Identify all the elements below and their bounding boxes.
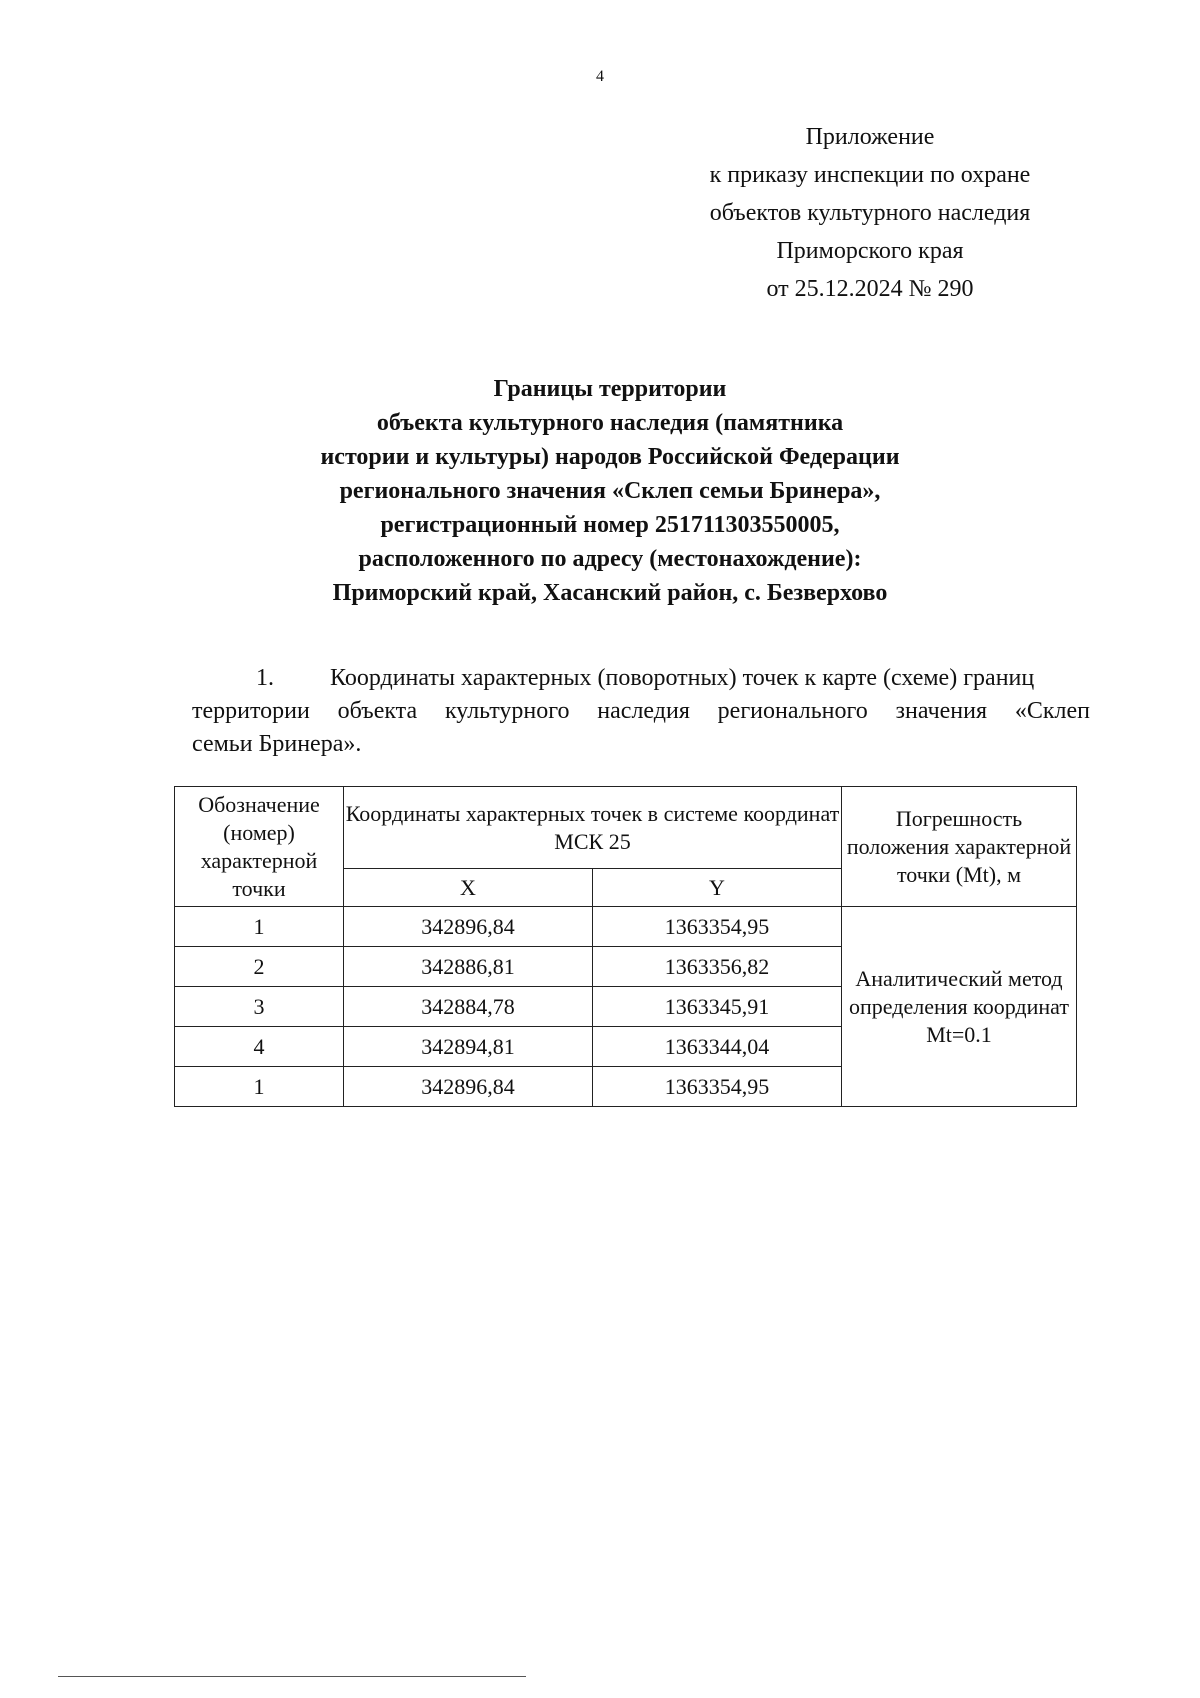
page-number: 4: [596, 68, 604, 85]
title-line: Границы территории: [493, 376, 727, 402]
cell-x: 342884,78: [344, 987, 593, 1027]
paragraph-text-line: Координаты характерных (поворотных) точек к карте (схеме) границ: [330, 665, 1035, 691]
header-coords: Координаты характерных точек в системе координат МСК 25: [344, 787, 842, 869]
appendix-line: объектов культурного наследия: [709, 200, 1031, 226]
appendix-line: Приложение: [805, 124, 935, 150]
cell-y: 1363344,04: [593, 1027, 842, 1067]
cell-x: 342894,81: [344, 1027, 593, 1067]
title-line: Приморский край, Хасанский район, с. Безверхово: [332, 580, 888, 606]
cell-point: 4: [175, 1027, 344, 1067]
cell-x: 342896,84: [344, 907, 593, 947]
coordinates-table: [174, 786, 1077, 1107]
paragraph-1: [192, 662, 1090, 761]
cell-y: 1363356,82: [593, 947, 842, 987]
cell-x: 342886,81: [344, 947, 593, 987]
document-title: [240, 372, 980, 610]
cell-y: 1363345,91: [593, 987, 842, 1027]
cell-point: 2: [175, 947, 344, 987]
cell-y: 1363354,95: [593, 907, 842, 947]
appendix-line: к приказу инспекции по охране: [709, 162, 1031, 188]
cell-point: 1: [175, 907, 344, 947]
paragraph-number: 1.: [256, 665, 274, 691]
header-point: Обозначение (номер) характерной точки: [175, 787, 344, 907]
cell-x: 342896,84: [344, 1067, 593, 1107]
appendix-line: от 25.12.2024 № 290: [766, 276, 974, 302]
paragraph-text-line: территории объекта культурного наследия регионального значения «Склеп: [192, 698, 1090, 724]
title-line: регионального значения «Склеп семьи Бринера»,: [339, 478, 881, 504]
cell-y: 1363354,95: [593, 1067, 842, 1107]
paragraph-text-line: семьи Бринера».: [192, 731, 362, 757]
title-line: объекта культурного наследия (памятника: [376, 410, 844, 436]
title-line: расположенного по адресу (местонахождение):: [358, 546, 862, 572]
title-line: истории и культуры) народов Российской Федерации: [320, 444, 900, 470]
header-y: Y: [593, 869, 842, 907]
cell-method: Аналитический метод определения координат Mt=0.1: [842, 907, 1077, 1107]
table-row: [175, 907, 1077, 947]
title-line: регистрационный номер 251711303550005,: [380, 512, 840, 538]
cell-point: 3: [175, 987, 344, 1027]
header-error: Погрешность положения характерной точки (Mt), м: [842, 787, 1077, 907]
appendix-line: Приморского края: [776, 238, 964, 264]
header-x: X: [344, 869, 593, 907]
appendix-header: [660, 118, 1080, 308]
footer-divider: [58, 1676, 526, 1677]
cell-point: 1: [175, 1067, 344, 1107]
